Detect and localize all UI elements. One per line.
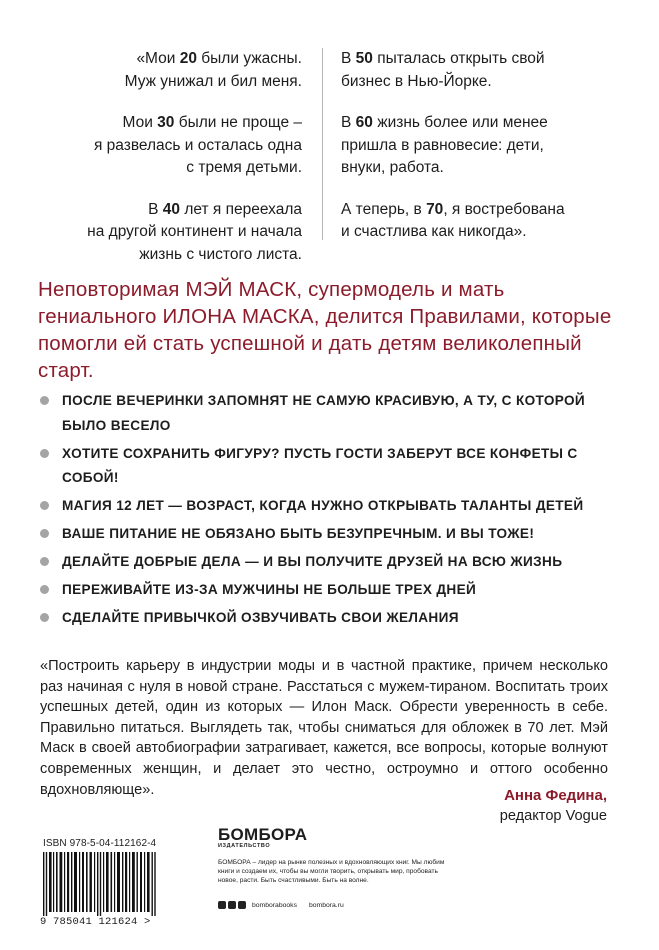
rule-text: ПЕРЕЖИВАЙТЕ ИЗ-ЗА МУЖЧИНЫ НЕ БОЛЬШЕ ТРЕХ ДНЕЙ (62, 582, 477, 597)
rule-text: ХОТИТЕ СОХРАНИТЬ ФИГУРУ? ПУСТЬ ГОСТИ ЗАБЕРУТ ВСЕ КОНФЕТЫ С СОБОЙ! (62, 445, 578, 485)
vk-icon (218, 901, 226, 909)
rule-text: МАГИЯ 12 ЛЕТ — ВОЗРАСТ, КОГДА НУЖНО ОТКРЫВАТЬ ТАЛАНТЫ ДЕТЕЙ (62, 498, 584, 513)
quote-column-right (341, 48, 603, 263)
rule-item (40, 389, 620, 438)
bullet-icon (40, 613, 49, 622)
quote-column-left (40, 48, 302, 285)
bullet-icon (40, 585, 49, 594)
rule-item (40, 494, 620, 519)
author-name: Анна Федина, (504, 787, 607, 804)
review-quote: «Построить карьеру в индустрии моды и в частной практике, причем несколько раз начиная с нуля в новой стране. Расстаться с мужем-тираном. Воспитать троих успешных детей, один из которых — Илон Маск. Обрести уверенность в себе. Правильно питаться. Выглядеть так, чтобы сниматься для обложек в 70 лет. Мэй Маск в своей автобиографии затрагивает, кажется, все вопросы, которые волнуют современных женщин, и делает это честно, остроумно и оттого особенно вдохновляюще». (40, 658, 608, 798)
isbn-text: ISBN 978-5-04-112162-4 (43, 838, 157, 849)
barcode-digits: 9 785041 121624 > (40, 916, 151, 928)
bullet-icon (40, 396, 49, 405)
author-role: редактор Vogue (499, 808, 607, 824)
rule-text: ПОСЛЕ ВЕЧЕРИНКИ ЗАПОМНЯТ НЕ САМУЮ КРАСИВУЮ, А ТУ, С КОТОРОЙ БЫЛО ВЕСЕЛО (62, 393, 586, 433)
bullet-icon (40, 529, 49, 538)
quote-paragraph: В 40 лет я переехала на другой континент и начала жизнь с чистого листа. (87, 200, 302, 263)
column-divider (322, 48, 323, 240)
quote-paragraph: В 60 жизнь более или менее пришла в равновесие: дети, внуки, работа. (341, 114, 548, 176)
publisher-logo: БОМБОРА (218, 825, 308, 844)
intro-text: Неповторимая МЭЙ МАСК, супермодель и мать гениального ИЛОНА МАСКА, делится Правилами, которые помогли ей стать успешной и дать детям великолепный старт. (38, 278, 612, 382)
rule-text: ДЕЛАЙТЕ ДОБРЫЕ ДЕЛА — И ВЫ ПОЛУЧИТЕ ДРУЗЕЙ НА ВСЮ ЖИЗНЬ (62, 554, 563, 569)
rule-text: СДЕЛАЙТЕ ПРИВЫЧКОЙ ОЗВУЧИВАТЬ СВОИ ЖЕЛАНИЯ (62, 610, 459, 625)
publisher-description: БОМБОРА – лидер на рынке полезных и вдохновляющих книг. Мы любим книги и создаем их, чтобы вы могли творить, открывать мир, пробовать новое, расти. Быть счастливыми. Быть на волне. (218, 859, 445, 885)
website-link: bombora.ru (308, 901, 344, 909)
rules-list (40, 389, 620, 634)
rule-item (40, 442, 620, 491)
quote-paragraph: Мои 30 были не проще – я развелась и осталась одна с тремя детьми. (93, 114, 302, 176)
rule-item (40, 522, 620, 547)
rule-item (40, 606, 620, 631)
rule-item (40, 550, 620, 575)
telegram-icon (228, 901, 236, 909)
publisher-social (218, 901, 344, 909)
bullet-icon (40, 449, 49, 458)
quote-paragraph: В 50 пыталась открыть свой бизнес в Нью-Йорке. (341, 50, 545, 90)
rule-item (40, 578, 620, 603)
rule-text: ВАШЕ ПИТАНИЕ НЕ ОБЯЗАНО БЫТЬ БЕЗУПРЕЧНЫМ. И ВЫ ТОЖЕ! (62, 526, 535, 541)
bullet-icon (40, 557, 49, 566)
publisher-sublabel: ИЗДАТЕЛЬСТВО (218, 843, 271, 849)
quote-paragraph: А теперь, в 70, я востребована и счастлива как никогда». (341, 200, 565, 240)
social-handle: bomborabooks (252, 901, 297, 909)
instagram-icon (238, 901, 246, 909)
review-author (500, 785, 607, 827)
bullet-icon (40, 501, 49, 510)
quote-paragraph: «Мои 20 были ужасны. Муж унижал и бил меня. (124, 50, 302, 90)
barcode-icon (43, 852, 156, 916)
